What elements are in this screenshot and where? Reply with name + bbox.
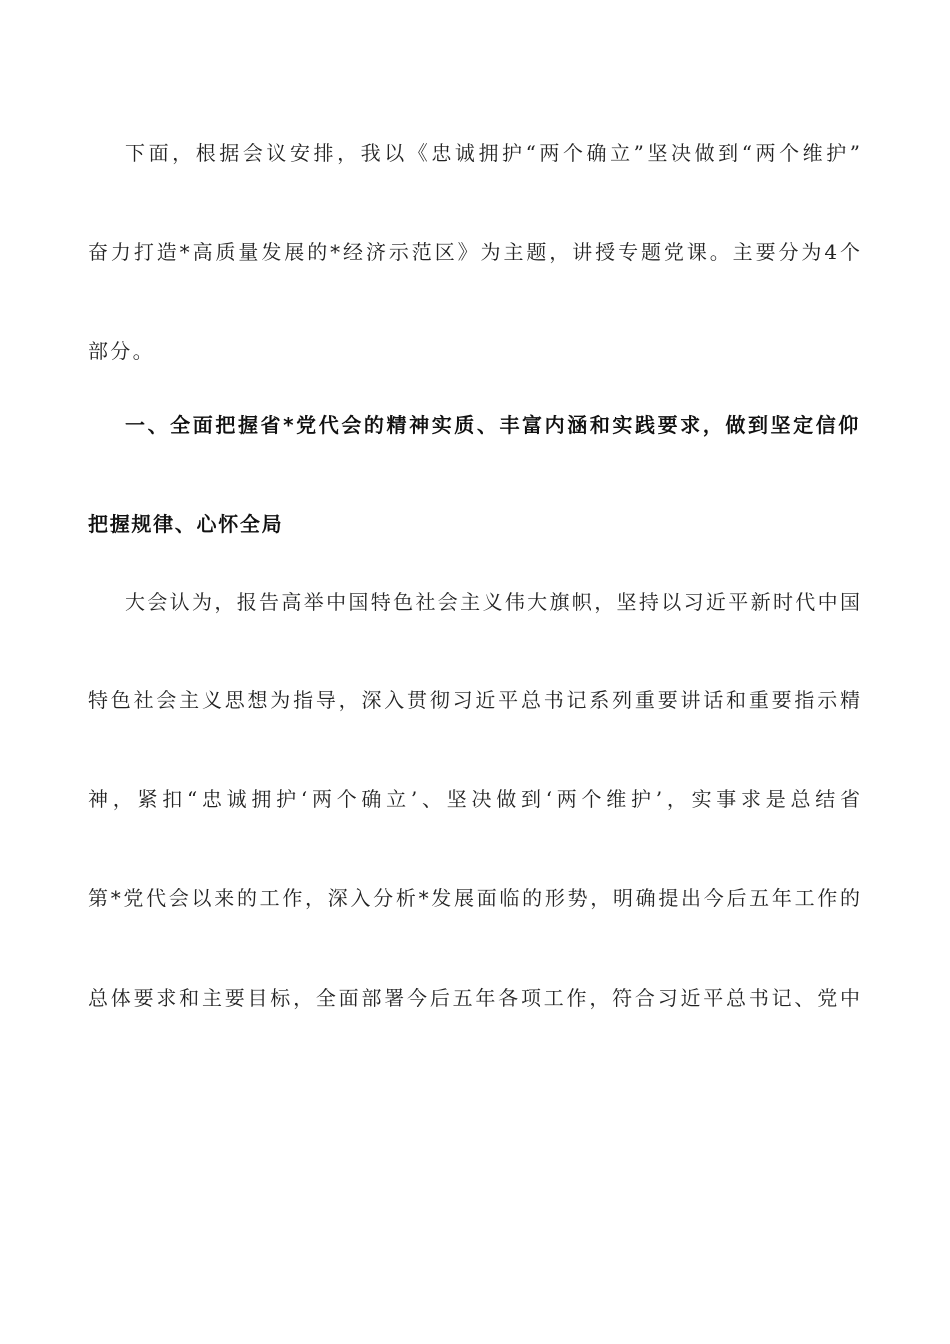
paragraph-2-line-3: 神，紧扣“忠诚拥护‘两个确立’、坚决做到‘两个维护’，实事求是总结省 (88, 787, 860, 811)
paragraph-2-line-1: 大会认为，报告高举中国特色社会主义伟大旗帜，坚持以习近平新时代中国 (125, 590, 860, 614)
paragraph-1-line-2: 奋力打造*高质量发展的*经济示范区》为主题，讲授专题党课。主要分为4个 (88, 240, 860, 264)
paragraph-2-line-4: 第*党代会以来的工作，深入分析*发展面临的形势，明确提出今后五年工作的 (88, 886, 860, 910)
section-heading-line-2: 把握规律、心怀全局 (88, 512, 284, 536)
paragraph-1-line-1: 下面，根据会议安排，我以《忠诚拥护“两个确立”坚决做到“两个维护” (125, 141, 860, 165)
paragraph-2-line-2: 特色社会主义思想为指导，深入贯彻习近平总书记系列重要讲话和重要指示精 (88, 688, 860, 712)
paragraph-2-line-5: 总体要求和主要目标，全面部署今后五年各项工作，符合习近平总书记、党中 (88, 986, 860, 1010)
paragraph-1-line-3: 部分。 (88, 339, 155, 363)
section-heading-line-1: 一、全面把握省*党代会的精神实质、丰富内涵和实践要求，做到坚定信仰 (125, 413, 860, 437)
